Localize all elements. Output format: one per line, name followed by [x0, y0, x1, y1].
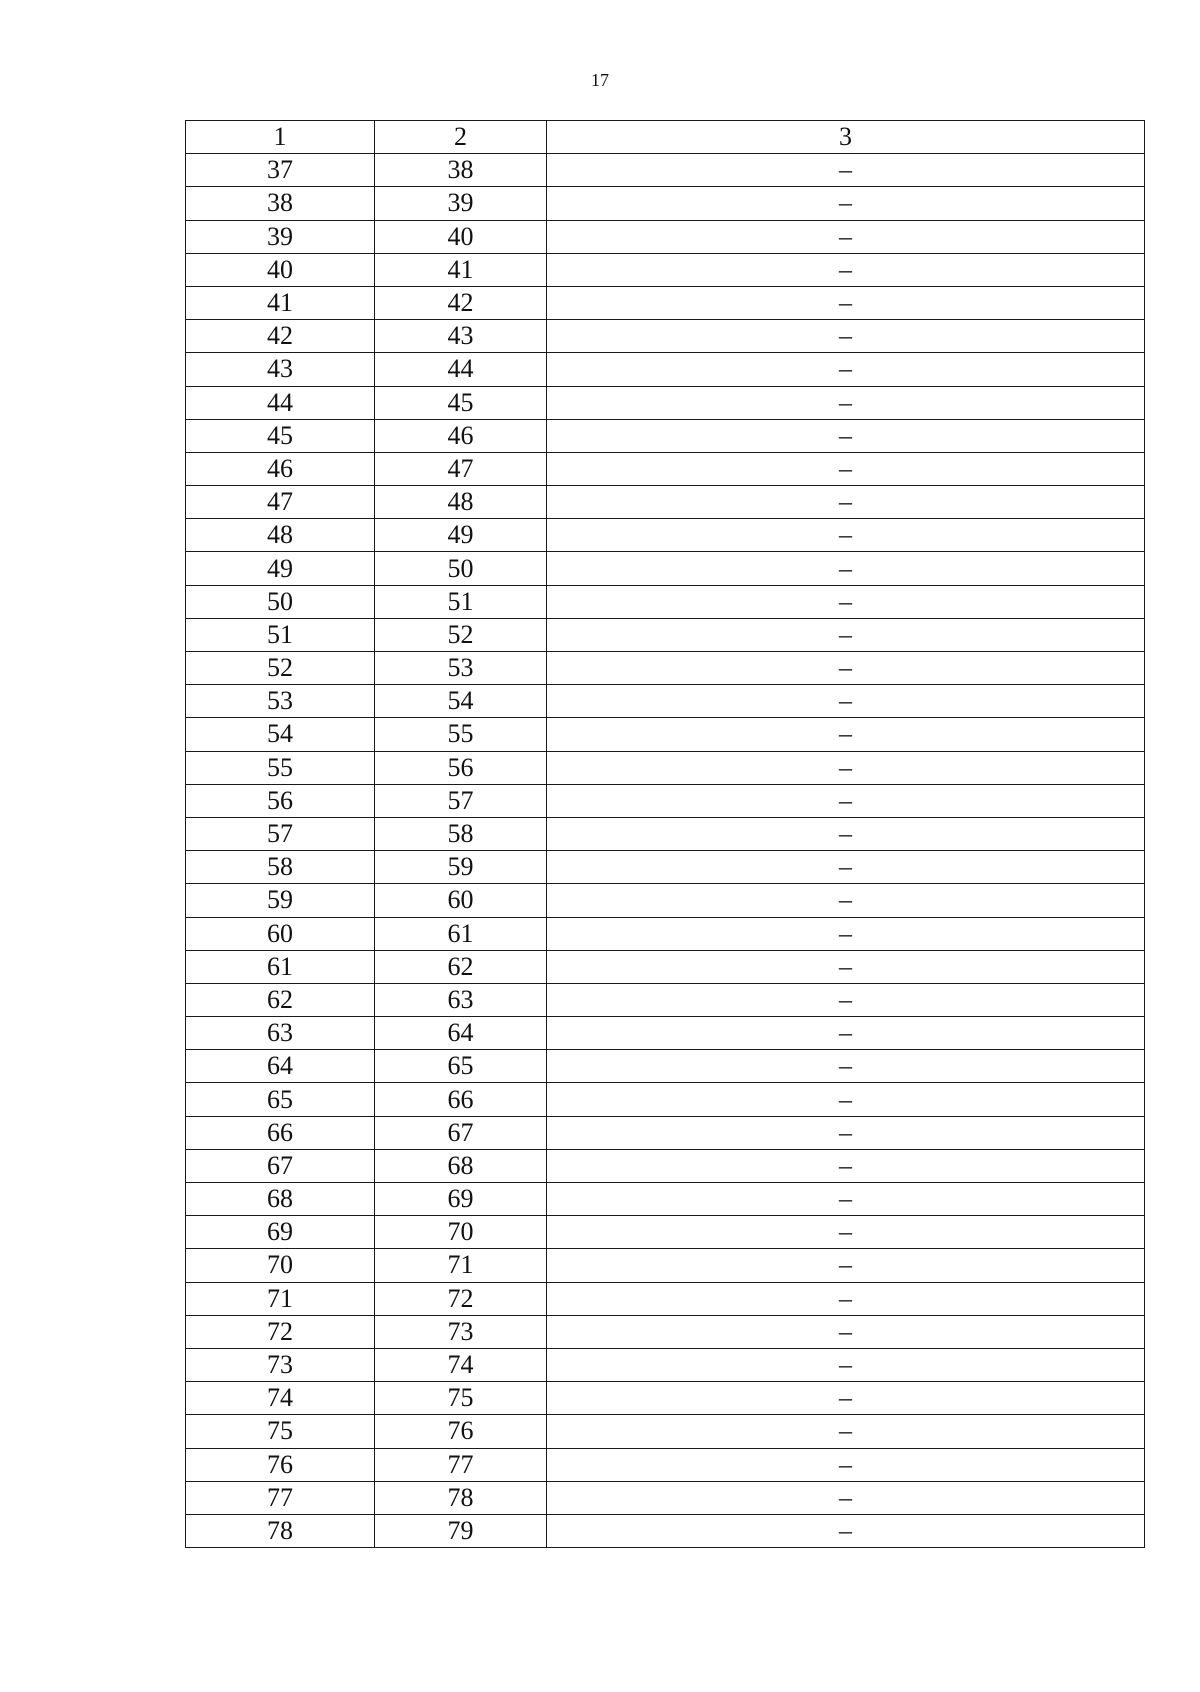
table-cell-col-2: 69	[375, 1183, 547, 1216]
table-cell-col-2: 53	[375, 652, 547, 685]
table-cell-col-3: –	[547, 1216, 1145, 1249]
table-cell-col-3: –	[547, 353, 1145, 386]
table-cell-col-2: 72	[375, 1282, 547, 1315]
table-row	[186, 685, 1145, 718]
table-row	[186, 751, 1145, 784]
table-cell-col-1: 63	[186, 1017, 375, 1050]
table-cell-col-3: –	[547, 618, 1145, 651]
table-row	[186, 1448, 1145, 1481]
table-cell-col-1: 58	[186, 851, 375, 884]
table-cell-col-2: 48	[375, 486, 547, 519]
table-cell-col-1: 74	[186, 1382, 375, 1415]
table-cell-col-3: –	[547, 1149, 1145, 1182]
table-cell-col-1: 38	[186, 187, 375, 220]
table-cell-col-1: 50	[186, 585, 375, 618]
table-row	[186, 552, 1145, 585]
table-row	[186, 618, 1145, 651]
table-row	[186, 1348, 1145, 1381]
table-row	[186, 154, 1145, 187]
table-row	[186, 452, 1145, 485]
table-row	[186, 950, 1145, 983]
table-cell-col-2: 79	[375, 1514, 547, 1547]
table-cell-col-3: –	[547, 751, 1145, 784]
table-cell-col-1: 71	[186, 1282, 375, 1315]
table-row	[186, 585, 1145, 618]
table-row	[186, 187, 1145, 220]
table-row	[186, 884, 1145, 917]
table-cell-col-1: 67	[186, 1149, 375, 1182]
table-cell-col-1: 41	[186, 286, 375, 319]
table-row	[186, 784, 1145, 817]
table-cell-col-3: –	[547, 884, 1145, 917]
table-cell-col-1: 75	[186, 1415, 375, 1448]
table-cell-col-2: 63	[375, 983, 547, 1016]
table-cell-col-1: 53	[186, 685, 375, 718]
table-cell-col-3: –	[547, 486, 1145, 519]
table-cell-col-2: 55	[375, 718, 547, 751]
table-cell-col-1: 56	[186, 784, 375, 817]
table-cell-col-2: 64	[375, 1017, 547, 1050]
column-header-3: 3	[547, 121, 1145, 154]
column-header-1: 1	[186, 121, 375, 154]
table-row	[186, 519, 1145, 552]
table-cell-col-2: 54	[375, 685, 547, 718]
table-cell-col-2: 51	[375, 585, 547, 618]
table-cell-col-1: 70	[186, 1249, 375, 1282]
table-cell-col-1: 77	[186, 1481, 375, 1514]
table-cell-col-3: –	[547, 154, 1145, 187]
table-cell-col-3: –	[547, 452, 1145, 485]
table-cell-col-3: –	[547, 950, 1145, 983]
table-cell-col-1: 43	[186, 353, 375, 386]
page-number: 17	[591, 70, 609, 90]
table-row	[186, 220, 1145, 253]
table-cell-col-3: –	[547, 1116, 1145, 1149]
table-row	[186, 286, 1145, 319]
table-cell-col-3: –	[547, 784, 1145, 817]
table-cell-col-2: 47	[375, 452, 547, 485]
table-cell-col-2: 57	[375, 784, 547, 817]
table-cell-col-2: 58	[375, 817, 547, 850]
table-cell-col-3: –	[547, 1415, 1145, 1448]
table-cell-col-3: –	[547, 519, 1145, 552]
table-cell-col-3: –	[547, 652, 1145, 685]
table-cell-col-1: 42	[186, 320, 375, 353]
table-row	[186, 1481, 1145, 1514]
table-row	[186, 652, 1145, 685]
table-row	[186, 1415, 1145, 1448]
table-cell-col-2: 38	[375, 154, 547, 187]
table-cell-col-1: 45	[186, 419, 375, 452]
table-cell-col-3: –	[547, 685, 1145, 718]
table-cell-col-2: 65	[375, 1050, 547, 1083]
table-cell-col-3: –	[547, 817, 1145, 850]
table-cell-col-1: 47	[186, 486, 375, 519]
table-cell-col-3: –	[547, 1050, 1145, 1083]
table-cell-col-3: –	[547, 1183, 1145, 1216]
table-cell-col-3: –	[547, 419, 1145, 452]
table-cell-col-3: –	[547, 1282, 1145, 1315]
table-cell-col-1: 54	[186, 718, 375, 751]
table-cell-col-1: 52	[186, 652, 375, 685]
table-cell-col-2: 60	[375, 884, 547, 917]
table-cell-col-2: 40	[375, 220, 547, 253]
table-cell-col-2: 76	[375, 1415, 547, 1448]
table-cell-col-1: 61	[186, 950, 375, 983]
table-cell-col-2: 41	[375, 253, 547, 286]
table-cell-col-1: 48	[186, 519, 375, 552]
table-row	[186, 1183, 1145, 1216]
table-cell-col-3: –	[547, 187, 1145, 220]
table-cell-col-3: –	[547, 253, 1145, 286]
table-cell-col-3: –	[547, 917, 1145, 950]
table-cell-col-2: 67	[375, 1116, 547, 1149]
table-cell-col-3: –	[547, 1348, 1145, 1381]
table-cell-col-3: –	[547, 1249, 1145, 1282]
table-cell-col-1: 59	[186, 884, 375, 917]
table-cell-col-1: 44	[186, 386, 375, 419]
table-cell-col-2: 68	[375, 1149, 547, 1182]
table-cell-col-3: –	[547, 983, 1145, 1016]
table-row	[186, 1083, 1145, 1116]
table-cell-col-1: 76	[186, 1448, 375, 1481]
table-cell-col-2: 43	[375, 320, 547, 353]
table-body	[186, 154, 1145, 1548]
table-cell-col-3: –	[547, 851, 1145, 884]
table-cell-col-3: –	[547, 718, 1145, 751]
table-cell-col-2: 42	[375, 286, 547, 319]
table-cell-col-1: 49	[186, 552, 375, 585]
table-cell-col-1: 40	[186, 253, 375, 286]
table-cell-col-2: 78	[375, 1481, 547, 1514]
table-cell-col-3: –	[547, 1448, 1145, 1481]
table-cell-col-3: –	[547, 1315, 1145, 1348]
table-row	[186, 1149, 1145, 1182]
table-cell-col-2: 39	[375, 187, 547, 220]
table-row	[186, 353, 1145, 386]
data-table	[185, 120, 1145, 1548]
table-row	[186, 851, 1145, 884]
table-cell-col-1: 68	[186, 1183, 375, 1216]
table-cell-col-3: –	[547, 320, 1145, 353]
table-row	[186, 419, 1145, 452]
header-row	[186, 121, 1145, 154]
table-cell-col-3: –	[547, 1481, 1145, 1514]
table-cell-col-2: 75	[375, 1382, 547, 1415]
table-cell-col-3: –	[547, 286, 1145, 319]
table-cell-col-3: –	[547, 552, 1145, 585]
table-cell-col-3: –	[547, 1514, 1145, 1547]
table-cell-col-1: 46	[186, 452, 375, 485]
table-cell-col-1: 62	[186, 983, 375, 1016]
table-cell-col-2: 59	[375, 851, 547, 884]
table-row	[186, 1315, 1145, 1348]
table-row	[186, 1514, 1145, 1547]
table-cell-col-1: 65	[186, 1083, 375, 1116]
table-row	[186, 1216, 1145, 1249]
table-row	[186, 253, 1145, 286]
table-cell-col-1: 78	[186, 1514, 375, 1547]
table-row	[186, 1282, 1145, 1315]
table-header	[186, 121, 1145, 154]
table-row	[186, 817, 1145, 850]
table-row	[186, 486, 1145, 519]
table-cell-col-2: 44	[375, 353, 547, 386]
table-cell-col-1: 51	[186, 618, 375, 651]
table-cell-col-1: 57	[186, 817, 375, 850]
table-cell-col-1: 37	[186, 154, 375, 187]
table-row	[186, 1249, 1145, 1282]
table-cell-col-3: –	[547, 1083, 1145, 1116]
table-cell-col-2: 66	[375, 1083, 547, 1116]
table-cell-col-2: 74	[375, 1348, 547, 1381]
table-row	[186, 983, 1145, 1016]
table-row	[186, 718, 1145, 751]
table-cell-col-1: 69	[186, 1216, 375, 1249]
table-cell-col-1: 55	[186, 751, 375, 784]
table-cell-col-2: 70	[375, 1216, 547, 1249]
table-row	[186, 1382, 1145, 1415]
column-header-2: 2	[375, 121, 547, 154]
table-cell-col-2: 61	[375, 917, 547, 950]
table-cell-col-1: 66	[186, 1116, 375, 1149]
table-cell-col-2: 45	[375, 386, 547, 419]
table-row	[186, 1116, 1145, 1149]
table-cell-col-2: 62	[375, 950, 547, 983]
table-row	[186, 917, 1145, 950]
table-cell-col-2: 49	[375, 519, 547, 552]
table-cell-col-2: 50	[375, 552, 547, 585]
table-row	[186, 1050, 1145, 1083]
table-cell-col-2: 77	[375, 1448, 547, 1481]
table-cell-col-3: –	[547, 1017, 1145, 1050]
table-row	[186, 386, 1145, 419]
table-cell-col-3: –	[547, 1382, 1145, 1415]
table-cell-col-2: 52	[375, 618, 547, 651]
table-cell-col-3: –	[547, 220, 1145, 253]
table-row	[186, 320, 1145, 353]
table-cell-col-1: 39	[186, 220, 375, 253]
table-cell-col-1: 73	[186, 1348, 375, 1381]
table-cell-col-2: 71	[375, 1249, 547, 1282]
table-row	[186, 1017, 1145, 1050]
table-cell-col-1: 60	[186, 917, 375, 950]
table-cell-col-1: 72	[186, 1315, 375, 1348]
table-cell-col-3: –	[547, 386, 1145, 419]
table-cell-col-2: 46	[375, 419, 547, 452]
table-cell-col-1: 64	[186, 1050, 375, 1083]
table-cell-col-2: 56	[375, 751, 547, 784]
table-cell-col-2: 73	[375, 1315, 547, 1348]
table-cell-col-3: –	[547, 585, 1145, 618]
